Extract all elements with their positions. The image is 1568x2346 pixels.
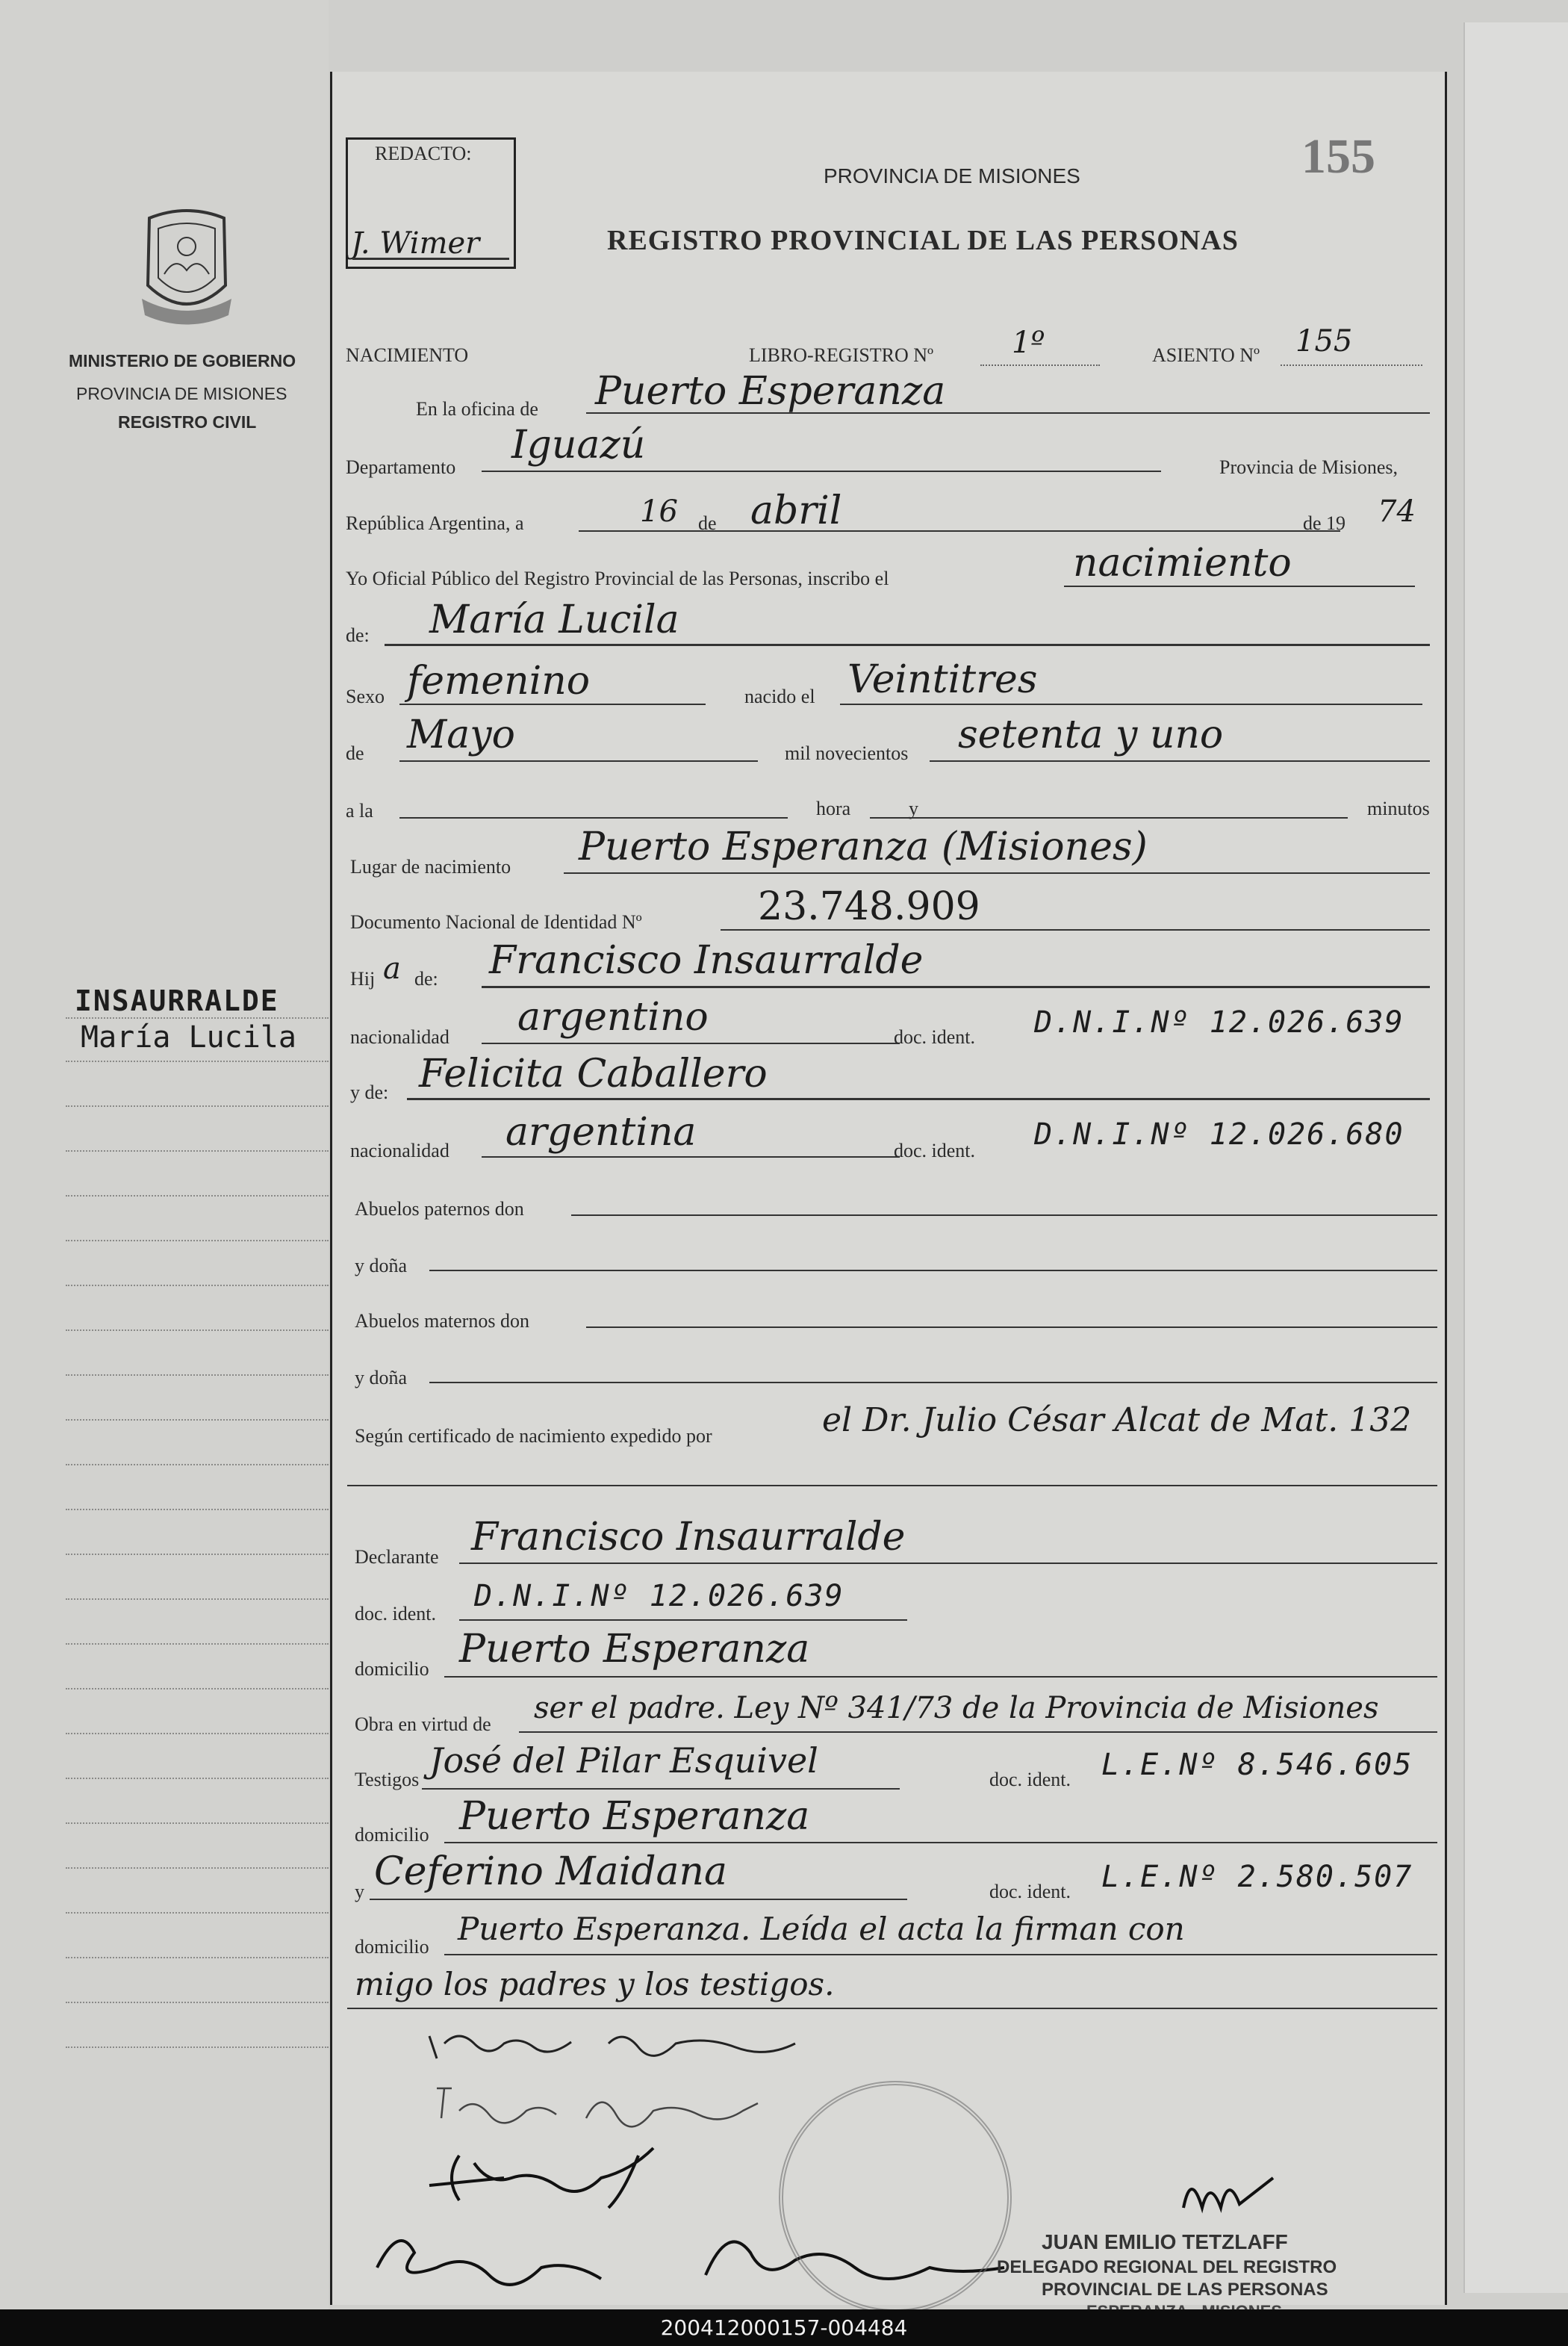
de-label-month: de (346, 742, 364, 764)
entry-line (571, 1214, 1437, 1216)
maternal-dona-label: y doña (355, 1367, 408, 1388)
entry-line (930, 760, 1430, 762)
entry-line (482, 1043, 900, 1044)
segun-value: el Dr. Julio César Alcat de Mat. 132 (822, 1401, 1412, 1439)
father-nacionalidad-label: nacionalidad (350, 1026, 449, 1048)
month-value: abril (750, 488, 842, 533)
year-value: 74 (1378, 494, 1416, 529)
entry-line (482, 1156, 900, 1158)
father-doc-label: doc. ident. (894, 1026, 976, 1048)
hij-label: Hij (350, 968, 376, 990)
de-label: de (698, 512, 717, 534)
margin-line (66, 1374, 329, 1376)
margin-line (66, 1285, 329, 1286)
entry-line (482, 471, 1161, 472)
libro-value: 1º (1012, 326, 1045, 360)
entry-line (459, 1619, 907, 1621)
entry-line (444, 1842, 1437, 1843)
republica-label: República Argentina, a (346, 512, 524, 534)
form-province-heading: PROVINCIA DE MISIONES (824, 164, 1080, 187)
entry-line (482, 986, 1430, 988)
entry-line (1064, 586, 1415, 587)
lugar-label: Lugar de nacimiento (350, 856, 511, 878)
final-dom-label: domicilio (355, 1936, 429, 1958)
father-nationality: argentino (517, 995, 709, 1040)
entry-line (399, 817, 788, 819)
margin-line (66, 1061, 329, 1062)
entry-line (385, 644, 1430, 646)
entry-line (399, 704, 706, 705)
stamp-line-2: DELEGADO REGIONAL DEL REGISTRO (997, 2257, 1337, 2277)
entry-line (579, 530, 1340, 532)
oficina-label: En la oficina de (416, 398, 538, 420)
entry-line (721, 929, 1430, 931)
margin-line (66, 1912, 329, 1914)
margin-line (66, 1688, 329, 1689)
mother-doc-label: doc. ident. (894, 1140, 976, 1161)
declarante-label: Declarante (355, 1546, 439, 1568)
testigo1-domicilio: Puerto Esperanza (459, 1794, 810, 1839)
declarante-dom-label: domicilio (355, 1658, 429, 1680)
act-type: NACIMIENTO (346, 344, 469, 366)
paternal-dona-label: y doña (355, 1255, 408, 1276)
mother-signature (429, 2073, 780, 2133)
declarante-value: Francisco Insaurralde (471, 1515, 906, 1560)
margin-line (66, 1150, 329, 1152)
abuelos-maternos-label: Abuelos maternos don (355, 1310, 529, 1332)
lugar-value: Puerto Esperanza (Misiones) (579, 825, 1148, 869)
nacido-value: Veintitres (847, 657, 1038, 702)
de-year-label: de 19 (1303, 512, 1346, 534)
testigo1-name: José del Pilar Esquivel (429, 1740, 818, 1781)
final-domicilio-1: Puerto Esperanza. Leída el acta la firman con (458, 1911, 1185, 1947)
final-domicilio-2: migo los padres y los testigos. (355, 1966, 835, 2002)
sexo-value: femenino (407, 659, 591, 704)
mother-doc: D.N.I.Nº 12.026.680 (1034, 1117, 1404, 1152)
oficina-value: Puerto Esperanza (595, 369, 946, 414)
registry-form (330, 72, 1447, 2305)
name-value: María Lucila (429, 598, 679, 642)
testigo1-doc-label: doc. ident. (989, 1769, 1071, 1790)
redacto-value: J. Wimer (351, 226, 480, 261)
y-de-label: y de: (350, 1082, 389, 1103)
margin-line (66, 1017, 329, 1019)
entry-line (429, 1270, 1437, 1271)
departamento-value: Iguazú (511, 423, 646, 468)
stamp-name: JUAN EMILIO TETZLAFF (1042, 2230, 1288, 2253)
margin-line (66, 1733, 329, 1734)
dni-label: Documento Nacional de Identidad Nº (350, 911, 642, 933)
dni-value: 23.748.909 (758, 884, 980, 929)
mother-nacionalidad-label: nacionalidad (350, 1140, 449, 1161)
province-heading: PROVINCIA DE MISIONES (76, 384, 287, 403)
redacto-underline (352, 258, 509, 260)
entry-line (459, 1563, 1437, 1564)
stamp-line-3: PROVINCIAL DE LAS PERSONAS (1042, 2280, 1328, 2300)
de-colon-label: de: (346, 624, 370, 646)
provincia-label: Provincia de Misiones, (1219, 456, 1399, 478)
margin-line (66, 1509, 329, 1510)
margin-line (66, 2002, 329, 2003)
declarante-doc: D.N.I.Nº 12.026.639 (474, 1579, 844, 1613)
margin-line (66, 1105, 329, 1107)
margin-line (66, 1822, 329, 1824)
registry-heading: REGISTRO CIVIL (118, 412, 257, 432)
hora-label: hora (816, 798, 851, 819)
day-value: 16 (640, 494, 678, 529)
entry-line (444, 1676, 1437, 1678)
margin-line (66, 1957, 329, 1958)
redacto-box (346, 137, 516, 269)
entry-line (586, 412, 1430, 414)
entry-line (347, 1485, 1437, 1486)
margin-line (66, 1329, 329, 1331)
libro-label: LIBRO-REGISTRO Nº (749, 344, 934, 366)
inscribo-label: Yo Oficial Público del Registro Provincial de las Personas, inscribo el (346, 568, 889, 589)
entry-line (370, 1899, 907, 1900)
testigo2-name: Ceferino Maidana (374, 1849, 728, 1894)
entry-line (399, 760, 758, 762)
testigo2-y-label: y (355, 1881, 364, 1902)
abuelos-paternos-label: Abuelos paternos don (355, 1198, 524, 1220)
hij-suffix: a (383, 952, 401, 986)
margin-line (66, 1195, 329, 1197)
father-name: Francisco Insaurralde (489, 938, 924, 983)
ministry-heading: MINISTERIO DE GOBIERNO (69, 351, 296, 370)
entry-line (422, 1788, 900, 1790)
asiento-value: 155 (1295, 324, 1353, 359)
minutos-label: minutos (1367, 798, 1430, 819)
margin-line (66, 1778, 329, 1779)
margin-line (66, 1867, 329, 1869)
departamento-label: Departamento (346, 456, 456, 478)
provincial-crest-icon (134, 203, 239, 326)
witness1-signature (414, 2133, 698, 2215)
inscribo-value: nacimiento (1073, 541, 1292, 586)
image-code: 200412000157-004484 (660, 2315, 908, 2340)
margin-line (66, 1464, 329, 1465)
a-la-label: a la (346, 800, 373, 822)
father-signature (422, 2014, 840, 2066)
segun-label: Según certificado de nacimiento expedido por (355, 1425, 712, 1447)
sexo-label: Sexo (346, 686, 385, 707)
entry-line (840, 704, 1422, 705)
image-code-bar (0, 2309, 1568, 2346)
adjacent-page-edge (1463, 22, 1568, 2293)
entry-line (347, 2008, 1437, 2009)
testigos-label: Testigos (355, 1769, 420, 1790)
margin-line (66, 1240, 329, 1241)
entry-line (564, 872, 1430, 874)
testigo1-doc: L.E.Nº 8.546.605 (1101, 1748, 1413, 1782)
obra-label: Obra en virtud de (355, 1713, 491, 1735)
nacido-label: nacido el (744, 686, 815, 707)
declarante-doc-label: doc. ident. (355, 1603, 437, 1624)
birth-year-words: setenta y uno (958, 713, 1224, 757)
y-label: y (909, 798, 918, 819)
hij-de-label: de: (414, 968, 438, 990)
margin-line (66, 1643, 329, 1645)
testigo2-doc: L.E.Nº 2.580.507 (1101, 1860, 1413, 1894)
birth-month-value: Mayo (407, 713, 515, 757)
round-seal-icon (779, 2081, 1012, 2314)
margin-given-names: María Lucila (81, 1020, 296, 1055)
margin-line (66, 2046, 329, 2048)
declarante-domicilio: Puerto Esperanza (459, 1627, 810, 1672)
margin-line (66, 1598, 329, 1600)
mother-name: Felicita Caballero (419, 1052, 768, 1096)
entry-line (407, 1098, 1430, 1100)
entry-line (444, 1954, 1437, 1955)
asiento-label: ASIENTO Nº (1152, 344, 1260, 366)
left-margin-panel (0, 0, 329, 2309)
redacto-label: REDACTO: (375, 143, 472, 164)
entry-line (519, 1731, 1437, 1733)
dotted-line (1281, 364, 1422, 366)
mother-nationality: argentina (505, 1110, 697, 1155)
testigo2-doc-label: doc. ident. (989, 1881, 1071, 1902)
testigo1-dom-label: domicilio (355, 1824, 429, 1846)
margin-line (66, 1419, 329, 1421)
official-signature (1176, 2163, 1281, 2230)
entry-line (870, 817, 1348, 819)
margin-surname: INSAURRALDE (75, 984, 279, 1017)
mil-label: mil novecientos (785, 742, 909, 764)
page-number: 155 (1301, 129, 1375, 184)
dotted-line (980, 364, 1100, 366)
margin-line (66, 1554, 329, 1555)
entry-line (586, 1326, 1437, 1328)
entry-line (429, 1382, 1437, 1383)
form-title: REGISTRO PROVINCIAL DE LAS PERSONAS (607, 225, 1239, 256)
obra-value: ser el padre. Ley Nº 341/73 de la Provincia de Misiones (534, 1691, 1379, 1725)
father-doc: D.N.I.Nº 12.026.639 (1034, 1005, 1404, 1040)
